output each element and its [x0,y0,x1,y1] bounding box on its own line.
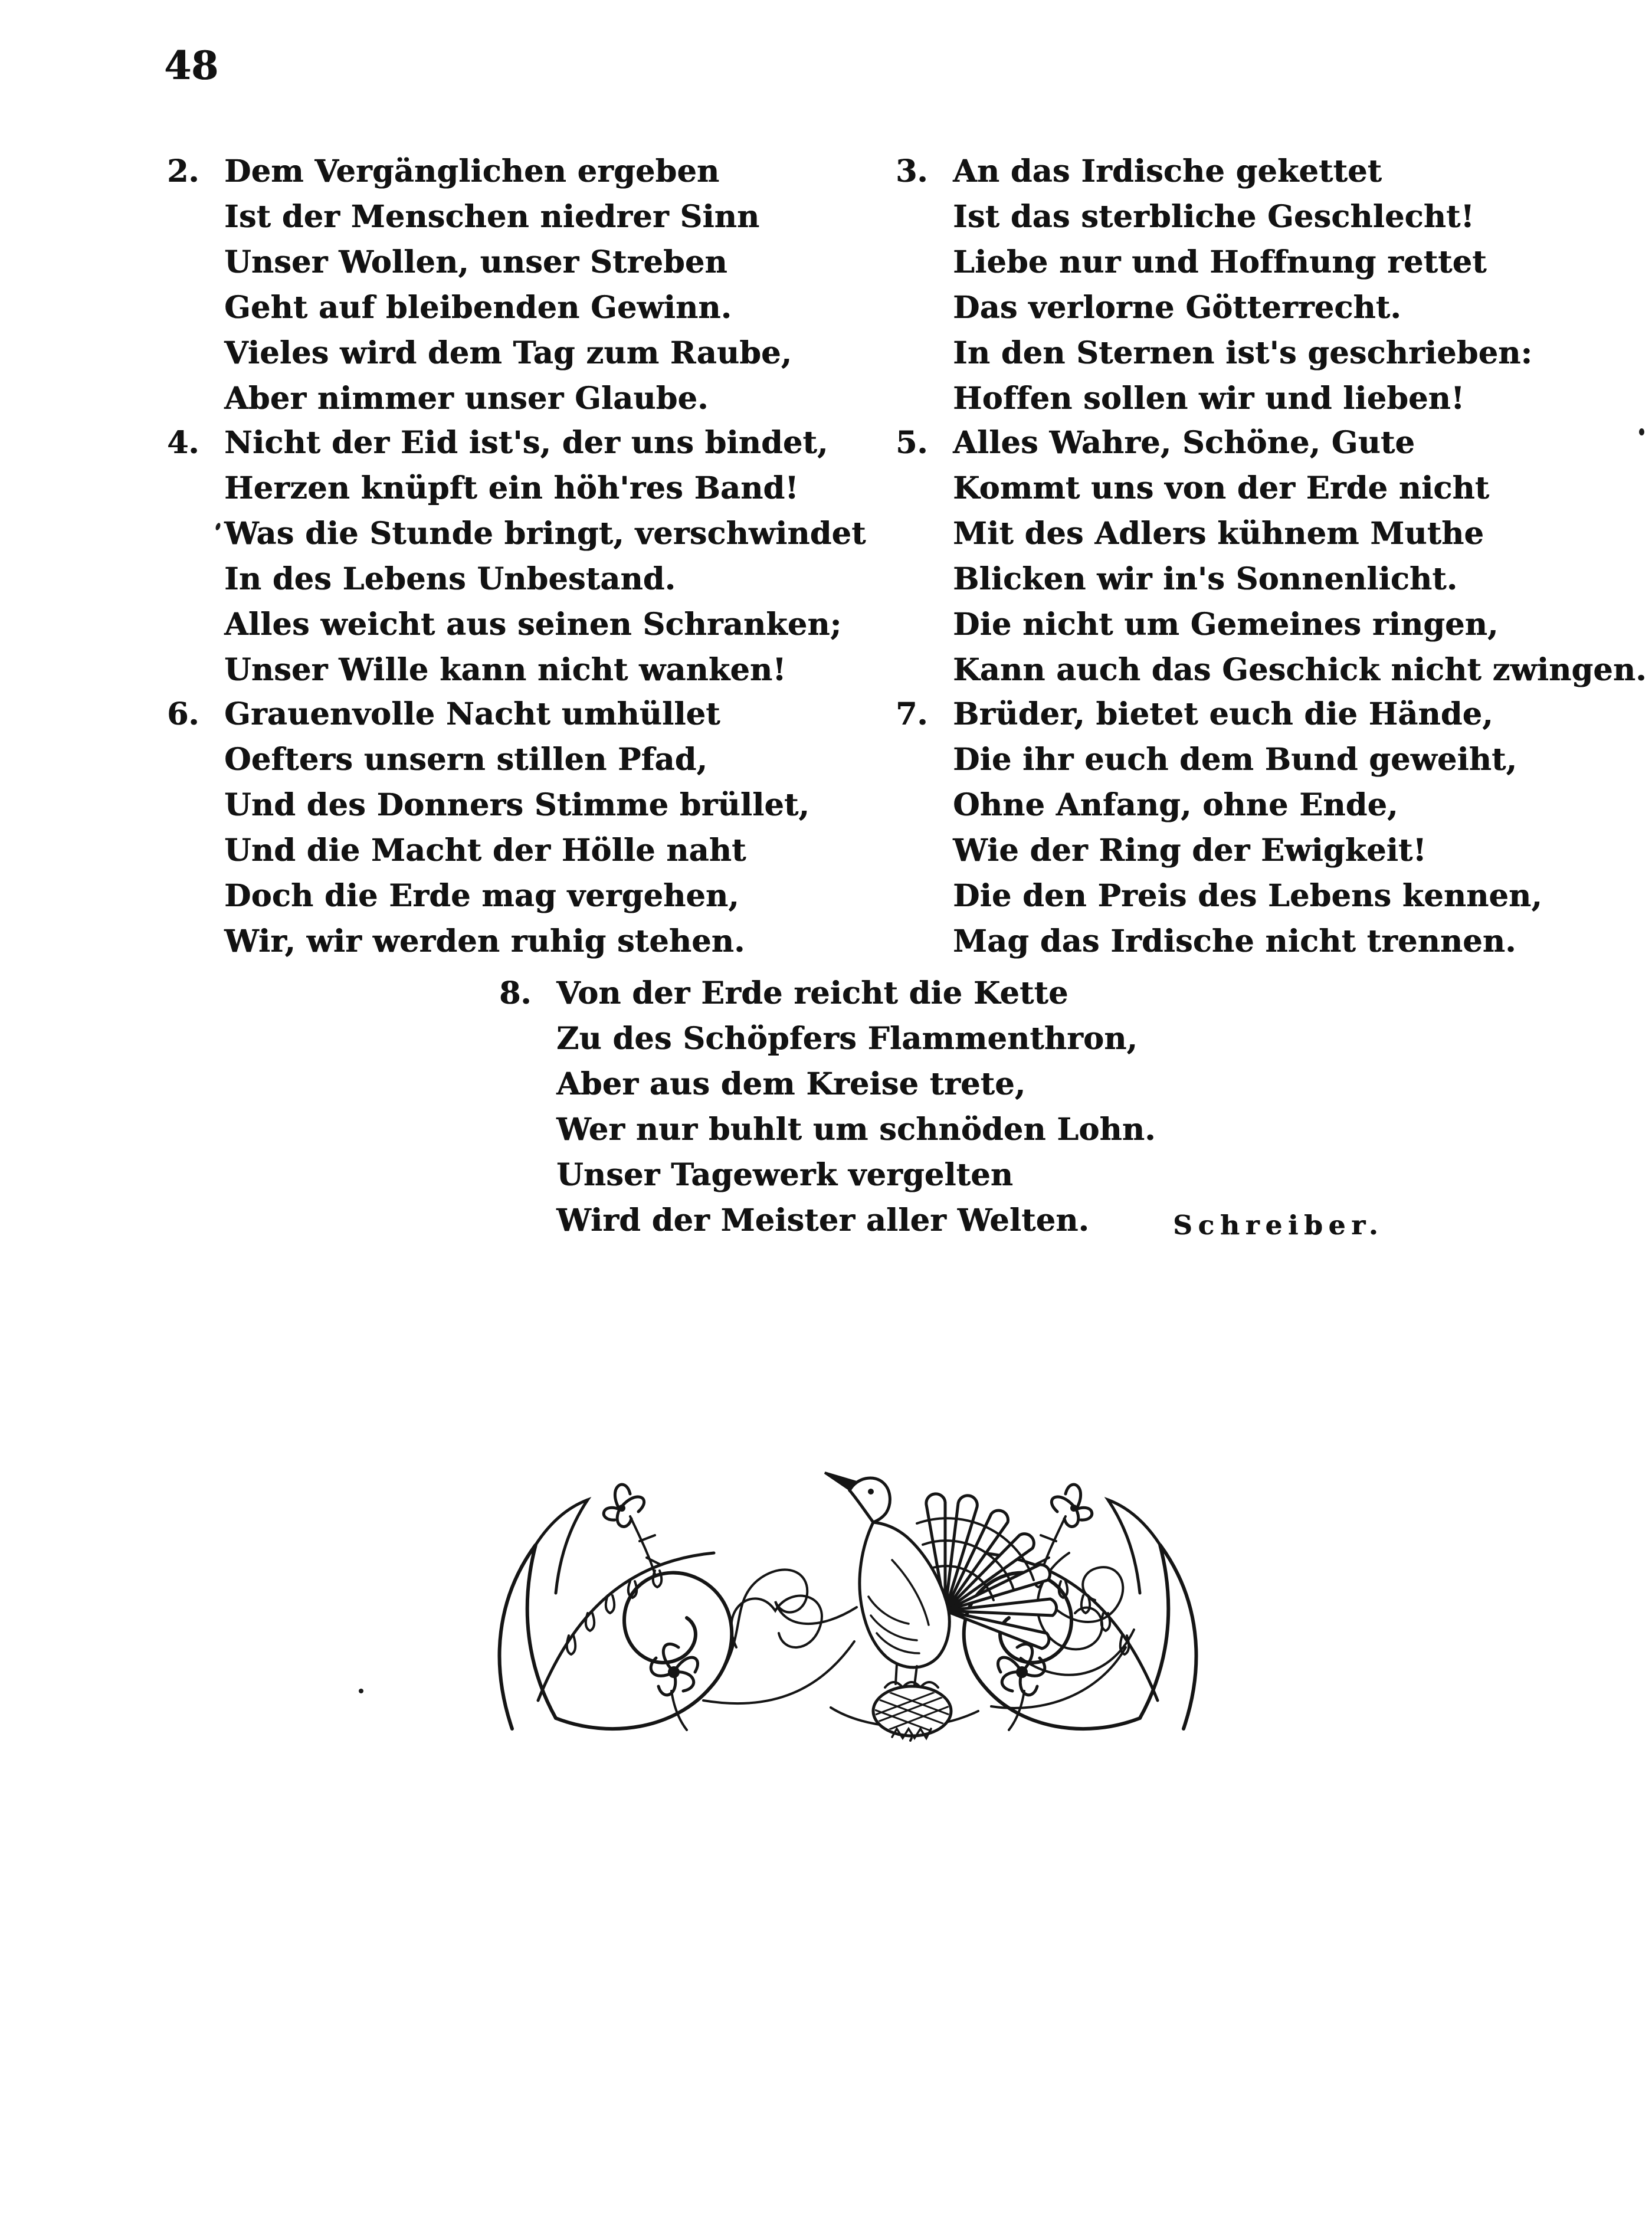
verse-line: Kommt uns von der Erde nicht [953,470,1490,506]
stanza-lines [224,149,792,421]
verse-line: Blicken wir in's Sonnenlicht. [953,561,1458,597]
author-attribution: Schreiber. [1173,1210,1384,1241]
verse-line: Liebe nur und Hoffnung rettet [953,244,1487,280]
verse-line: In den Sternen ist's geschrieben: [953,335,1533,371]
verse-line: Mit des Adlers kühnem Muthe [953,516,1484,552]
tailpiece-vignette [479,1453,1217,1742]
verse-line: Das verlorne Götterrecht. [953,290,1401,326]
verse-line: Vieles wird dem Tag zum Raube, [224,335,792,371]
verse-line: Herzen knüpft ein höh'res Band! [224,470,799,506]
stanza-number: 4. [167,425,199,461]
stanza-number: 7. [896,696,928,732]
verse-line: Zu des Schöpfers Flammenthron, [556,1021,1138,1057]
ink-speck [359,1689,363,1693]
verse-line: Alles Wahre, Schöne, Gute [953,425,1415,461]
verse-line: Und des Donners Stimme brüllet, [224,787,810,823]
verse-line: Und die Macht der Hölle naht [224,833,746,869]
verse-line: Mag das Irdische nicht trennen. [953,923,1516,959]
verse-line: Geht auf bleibenden Gewinn. [224,290,732,326]
verse-line: Wir, wir werden ruhig stehen. [224,923,745,959]
verse-line: Brüder, bietet euch die Hände, [953,696,1493,732]
stanza-number: 2. [167,153,199,189]
verse-line: Die den Preis des Lebens kennen, [953,878,1542,914]
verse-line: Nicht der Eid ist's, der uns bindet, [224,425,828,461]
page-number: 48 [164,42,218,89]
verse-line: Doch die Erde mag vergehen, [224,878,739,914]
ink-speck [1639,428,1644,435]
verse-line: Aber nimmer unser Glaube. [224,381,709,417]
verse-line: Aber aus dem Kreise trete, [556,1066,1026,1102]
stanza-number: 5. [896,425,928,461]
verse-line: Ohne Anfang, ohne Ende, [953,787,1398,823]
stanza-number: 6. [167,696,199,732]
stanza-2 [167,149,792,421]
verse-line: Wer nur buhlt um schnöden Lohn. [556,1112,1156,1148]
verse-line: Die ihr euch dem Bund geweiht, [953,742,1517,778]
verse-line: In des Lebens Unbestand. [224,561,676,597]
stanza-lines [953,420,1647,693]
ribbon-loops-left [703,1569,857,1703]
verse-line: Hoffen sollen wir und lieben! [953,381,1465,417]
stanza-number: 8. [499,975,532,1011]
verse-line: Ist das sterbliche Geschlecht! [953,199,1474,235]
stanza-6 [167,692,809,964]
verse-line: Wird der Meister aller Welten. [556,1202,1090,1238]
verse-line: Unser Wille kann nicht wanken! [224,652,786,688]
stanza-lines [224,692,809,964]
verse-line: Wie der Ring der Ewigkeit! [953,833,1427,869]
stanza-lines [953,149,1532,421]
verse-line: An das Irdische gekettet [953,153,1382,189]
stanza-5 [896,420,1647,693]
verse-line: Ist der Menschen niedrer Sinn [224,199,760,235]
verse-line: Alles weicht aus seinen Schranken; [224,607,842,643]
verse-line: Unser Tagewerk vergelten [556,1157,1014,1193]
floral-scroll-left [500,1484,732,1730]
verse-line: Unser Wollen, unser Streben [224,244,727,280]
verse-line: Kann auch das Geschick nicht zwingen. [953,652,1647,688]
stanza-lines [953,692,1542,964]
stanza-7 [896,692,1542,964]
verse-line: Die nicht um Gemeines ringen, [953,607,1499,643]
verse-line: Dem Vergänglichen ergeben [224,153,720,189]
stanza-number: 3. [896,153,928,189]
stanza-3 [896,149,1532,421]
verse-line: Grauenvolle Nacht umhüllet [224,696,720,732]
verse-line: Was die Stunde bringt, verschwindet [224,516,866,552]
verse-line: Von der Erde reicht die Kette [556,975,1068,1011]
stanza-lines [224,420,866,693]
pedestal [868,1682,963,1741]
verse-line: Oefters unsern stillen Pfad, [224,742,708,778]
stanza-4 [167,420,866,693]
stanza-lines [556,971,1156,1243]
stanza-8 [499,971,1156,1243]
